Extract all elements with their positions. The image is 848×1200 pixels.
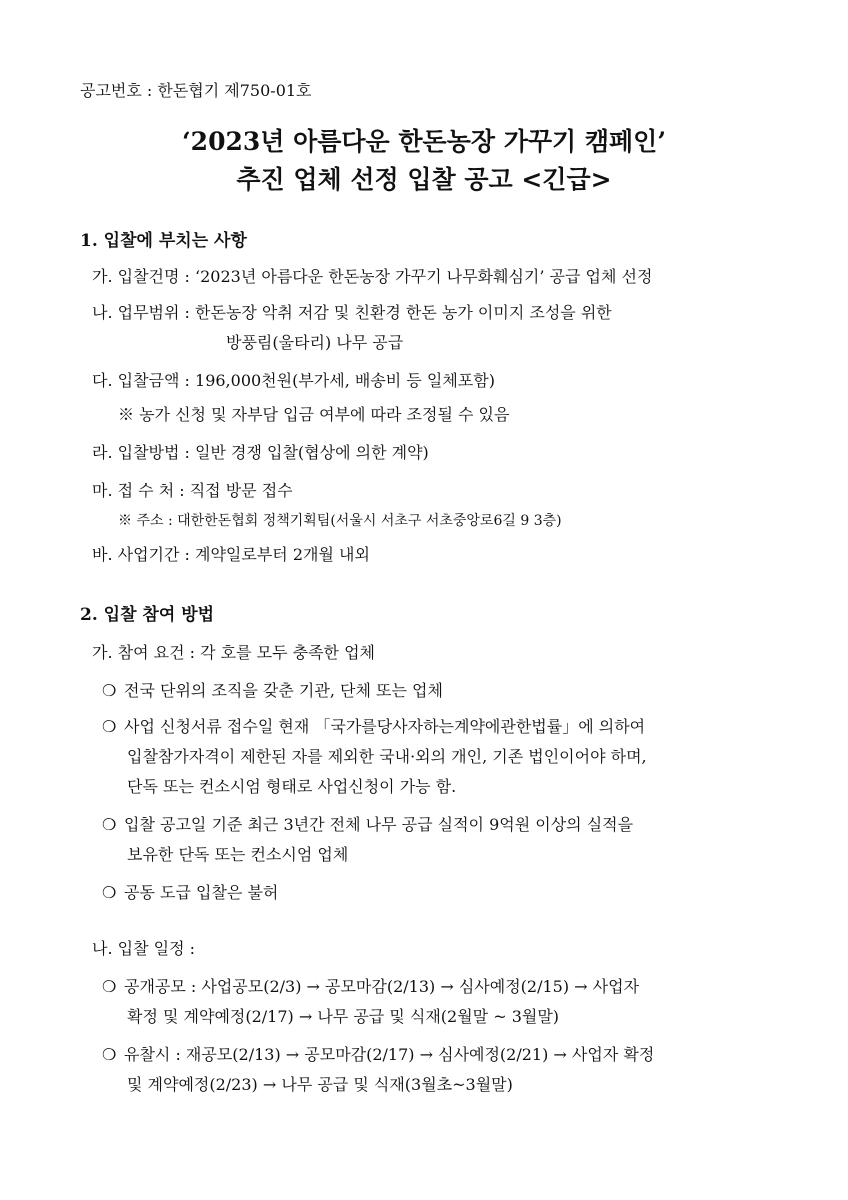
schedule-heading: 나. 입찰 일정 : — [92, 939, 196, 958]
section-1-heading: 1. 입찰에 부치는 사항 — [80, 231, 247, 251]
schedule-1-cont: 확정 및 계약예정(2/17) → 나무 공급 및 식재(2월말 ~ 3월말) — [127, 1007, 560, 1026]
requirement-2-cont-1: 입찰참가자격이 제한된 자를 제외한 국내·외의 개인, 기존 법인이어야 하며, — [127, 747, 647, 766]
item-reception: 마. 접 수 처 : 직접 방문 접수 — [92, 481, 293, 500]
item-scope-cont: 방풍림(울타리) 나무 공급 — [226, 333, 404, 352]
item-period: 바. 사업기간 : 계약일로부터 2개월 내외 — [92, 545, 370, 564]
requirement-1: 전국 단위의 조직을 갖춘 기관, 단체 또는 업체 — [124, 681, 443, 700]
item-bid-name: 가. 입찰건명 : ‘2023년 아름다운 한돈농장 가꾸기 나무화훼심기’ 공급 업체 선정 — [92, 267, 653, 286]
bullet-circle-icon: ❍ — [102, 1045, 117, 1064]
list-item — [102, 678, 443, 701]
list-item — [102, 714, 645, 737]
item-bid-method: 라. 입찰방법 : 일반 경쟁 입찰(협상에 의한 계약) — [92, 443, 429, 462]
schedule-2: 유찰시 : 재공모(2/13) → 공모마감(2/17) → 심사예정(2/21) → 사업자 확정 — [124, 1045, 655, 1064]
item-bid-amount-note: ※ 농가 신청 및 자부담 입금 여부에 따라 조정될 수 있음 — [118, 405, 510, 424]
title-line-1: ‘2023년 아름다운 한돈농장 가꾸기 캠페인’ — [181, 127, 667, 156]
title-line-2: 추진 업체 선정 입찰 공고 <긴급> — [236, 165, 612, 194]
list-item — [102, 880, 278, 903]
requirement-4: 공동 도급 입찰은 불허 — [124, 883, 279, 902]
requirement-2: 사업 신청서류 접수일 현재 「국가를당사자하는계약에관한법률」에 의하여 — [124, 717, 646, 736]
bullet-circle-icon: ❍ — [102, 883, 117, 902]
bullet-circle-icon: ❍ — [102, 977, 117, 996]
bullet-circle-icon: ❍ — [102, 815, 117, 834]
item-scope: 나. 업무범위 : 한돈농장 악취 저감 및 친환경 한돈 농가 이미지 조성을 위한 — [92, 303, 612, 322]
requirement-3: 입찰 공고일 기준 최근 3년간 전체 나무 공급 실적이 9억원 이상의 실적을 — [124, 815, 634, 834]
bullet-circle-icon: ❍ — [102, 681, 117, 700]
schedule-2-cont: 및 계약예정(2/23) → 나무 공급 및 식재(3월초~3월말) — [127, 1075, 513, 1094]
list-item — [102, 974, 639, 997]
requirement-2-cont-2: 단독 또는 컨소시엄 형태로 사업신청이 가능 함. — [127, 777, 457, 796]
item-address-note: ※ 주소 : 대한한돈협회 정책기획팀(서울시 서초구 서초중앙로6길 9 3층) — [118, 513, 562, 529]
bullet-circle-icon: ❍ — [102, 717, 117, 736]
section-2-heading: 2. 입찰 참여 방법 — [80, 605, 215, 625]
notice-number: 공고번호 : 한돈협기 제750-01호 — [80, 81, 312, 100]
item-bid-amount: 다. 입찰금액 : 196,000천원(부가세, 배송비 등 일체포함) — [92, 371, 495, 390]
requirement-3-cont: 보유한 단독 또는 컨소시엄 업체 — [127, 845, 349, 864]
list-item — [102, 1042, 654, 1065]
list-item — [102, 812, 633, 835]
requirements-heading: 가. 참여 요건 : 각 호를 모두 충족한 업체 — [92, 643, 376, 662]
schedule-1: 공개공모 : 사업공모(2/3) → 공모마감(2/13) → 심사예정(2/15) → 사업자 — [124, 977, 640, 996]
